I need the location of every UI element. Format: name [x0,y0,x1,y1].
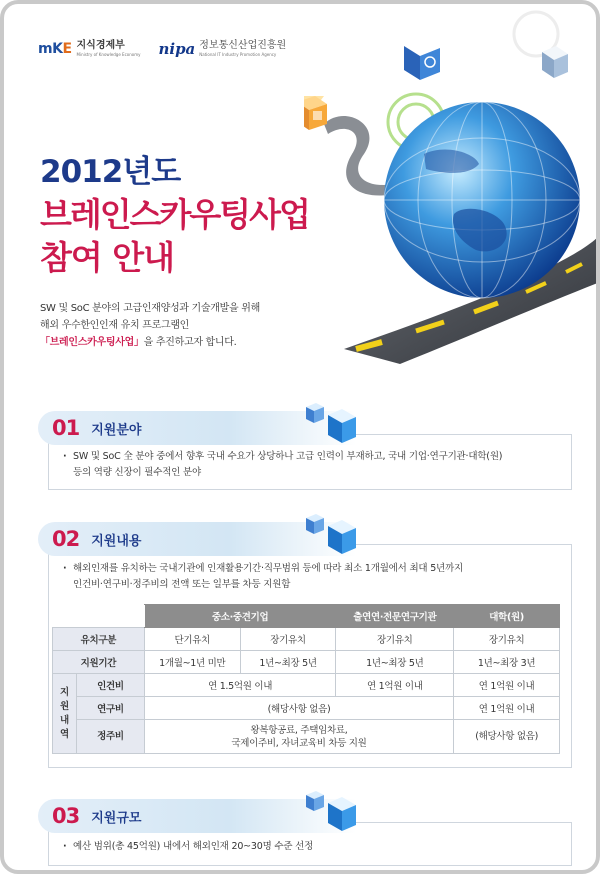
table-row [53,651,560,674]
header-sme: 중소·중견기업 [144,605,336,628]
globe-road-illustration [304,4,600,374]
cell-settle-support: 왕복항공료, 주택임차료, 국제이주비, 자녀교육비 차등 지원 [144,720,453,754]
section-02-line-2: 인건비·연구비·정주비의 전액 또는 일부를 차등 지원함 [73,579,291,590]
mke-logo-en: Ministry of Knowledge Economy [76,52,141,57]
intro-line-3 [40,334,260,351]
cell-labor-institute: 연 1억원 이내 [336,674,454,697]
mke-logo-mark: mKE [38,41,72,57]
title-sub: 참여 안내 [40,238,175,277]
cell-period-sme-long: 1년~최장 5년 [240,651,336,674]
program-name-highlight: 「브레인스카우팅사업」 [40,337,144,348]
row-label-period: 지원기간 [53,651,145,674]
cell-labor-university: 연 1억원 이내 [454,674,560,697]
nipa-logo-en: National IT Industry Promotion Agency [199,52,277,57]
cell-period-university: 1년~최장 3년 [454,651,560,674]
section-02-bullet [63,561,571,593]
header-institute: 출연연·전문연구기관 [336,605,454,628]
header-university: 대학(원) [454,605,560,628]
cell-research-university: 연 1억원 이내 [454,697,560,720]
cell-settle-university: (해당사항 없음) [454,720,560,754]
nipa-logo-mark: nipa [158,40,196,58]
section-01-header [38,411,356,445]
cell-type-university: 장기유치 [454,628,560,651]
table-header-row [53,605,560,628]
cell-type-institute: 장기유치 [336,628,454,651]
mke-logo [38,41,140,57]
section-03-title: 지원규모 [91,810,142,826]
title-main: 브레인스카우팅사업 [40,195,309,234]
section-03-header [38,799,356,833]
nipa-logo-name: 정보통신산업진흥원 [199,40,287,51]
cube-icon [304,512,364,558]
section-02-number: 02 [52,527,80,551]
support-table [52,604,560,754]
row-label-research: 연구비 [76,697,144,720]
section-03-number: 03 [52,804,80,828]
row-label-labor: 인건비 [76,674,144,697]
section-02-line-1: · 해외인재를 유치하는 국내기관에 인재활용기간·직무범위 등에 따라 최소 1개월에서 최대 5년까지 [73,563,463,574]
title-year: 2012년도 [40,154,181,190]
nipa-logo [158,40,286,58]
cube-icon [304,401,364,447]
row-label-settle: 정주비 [76,720,144,754]
section-02-title: 지원내용 [91,533,142,549]
table-row [53,674,560,697]
intro-text [40,300,260,351]
section-01-bullet [63,449,571,481]
row-group-support: 지 원 내 역 [53,674,77,754]
cell-type-sme-short: 단기유치 [144,628,240,651]
intro-line-2: 해외 우수한인인재 유치 프로그램인 [40,320,190,331]
intro-line-1: SW 및 SoC 분야의 고급인재양성과 기술개발을 위해 [40,303,260,314]
cell-period-institute: 1년~최장 5년 [336,651,454,674]
section-01-line-2: 등의 역량 신장이 필수적인 분야 [73,467,201,478]
intro-line-3-rest: 을 추진하고자 합니다. [143,337,237,348]
section-01-number: 01 [52,416,80,440]
section-02-header [38,522,356,556]
header-logos [38,40,286,58]
cell-type-sme-long: 장기유치 [240,628,336,651]
cube-icon [304,789,364,835]
section-01-title: 지원분야 [91,422,142,438]
mke-logo-name: 지식경제부 [76,40,125,51]
row-label-type: 유치구분 [53,628,145,651]
section-01-line-1: · SW 및 SoC 全 분야 중에서 향후 국내 수요가 상당하나 고급 인력이 부재하고, 국내 기업·연구기관·대학(원) [73,451,503,462]
cell-labor-sme: 연 1.5억원 이내 [144,674,336,697]
cell-research-none: (해당사항 없음) [144,697,453,720]
table-row [53,628,560,651]
table-row [53,720,560,754]
cell-period-sme-short: 1개월~1년 미만 [144,651,240,674]
table-row [53,697,560,720]
section-03-bullet: · 예산 범위(총 45억원) 내에서 해외인재 20~30명 수준 선정 [63,839,571,855]
